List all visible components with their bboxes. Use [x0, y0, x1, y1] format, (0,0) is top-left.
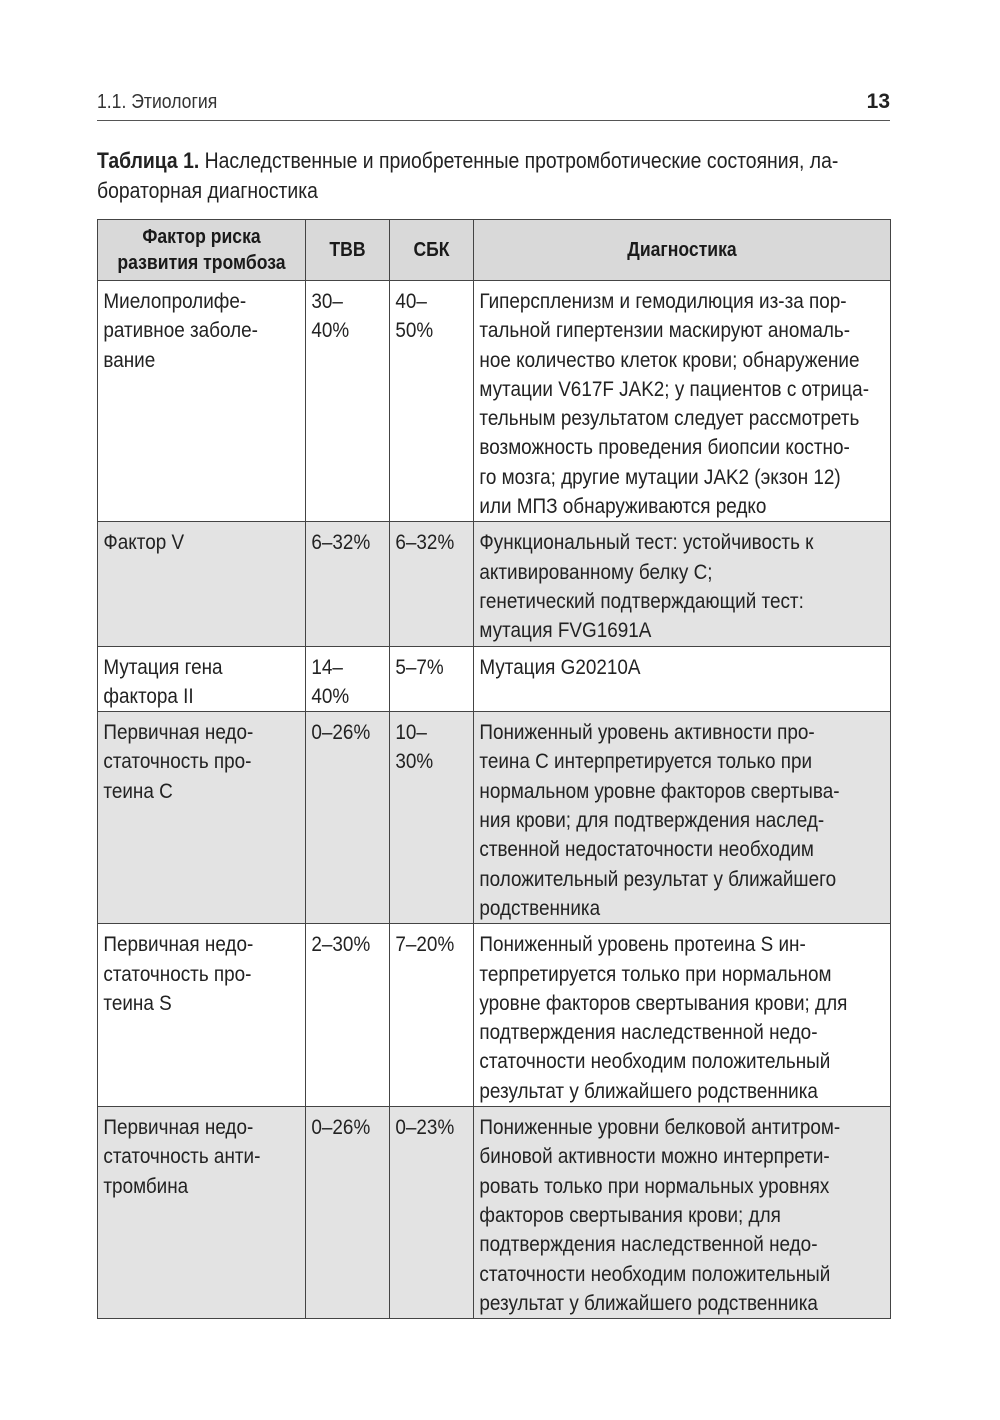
cell-sbk-text: [390, 712, 478, 777]
text-line: тальной гипертензии маскируют аномаль-: [479, 319, 851, 343]
cell-sbk: [390, 646, 474, 712]
header-diagnostics: [474, 220, 891, 281]
caption-lead: Таблица 1.: [97, 148, 200, 173]
cell-tvv: [306, 522, 390, 646]
cell-tvv: [306, 924, 390, 1107]
cell-factor: [98, 281, 306, 522]
text-line: терпретируется только при нормальном: [479, 962, 832, 986]
text-line: результат у ближайшего родственника: [479, 1079, 818, 1103]
cell-tvv: [306, 712, 390, 924]
text-line: генетический подтверждающий тест:: [479, 589, 804, 613]
text-line: го мозга; другие мутации JAK2 (экзон 12): [479, 465, 841, 489]
cell-diagnostics: [474, 646, 891, 712]
cell-diagnostics-text: [474, 281, 891, 521]
page-number: 13: [866, 90, 890, 113]
text-line: факторов свертывания крови; для: [479, 1203, 781, 1227]
text-line: фактора II: [103, 684, 194, 708]
page-header: [97, 88, 890, 121]
text-line: Гиперспленизм и гемодилюция из-за пор-: [479, 290, 847, 313]
text-line: Мутация G20210A: [479, 655, 641, 679]
text-line: 5–7%: [395, 655, 444, 679]
cell-sbk: [390, 522, 474, 646]
cell-sbk: [390, 1107, 474, 1319]
table-header-row: [98, 220, 891, 281]
text-line: активированному белку С;: [479, 560, 713, 584]
cell-diagnostics: [474, 522, 891, 646]
cell-diagnostics: [474, 281, 891, 522]
text-line: 14–: [311, 655, 343, 679]
text-line: нормальном уровне факторов свертыва-: [479, 779, 840, 803]
text-line: Пониженные уровни белковой антитром-: [479, 1116, 841, 1140]
cell-factor-text: [98, 281, 308, 375]
running-head: 1.1. Этиология: [97, 91, 218, 113]
text-line: ровать только при нормальных уровнях: [479, 1174, 830, 1198]
header-sbk-label: СБК: [413, 239, 450, 261]
text-line: результат у ближайшего родственника: [479, 1291, 818, 1315]
text-line: Пониженный уровень активности про-: [479, 721, 815, 745]
cell-sbk-text: [390, 522, 478, 557]
cell-tvv: [306, 646, 390, 712]
cell-diagnostics-text: [474, 924, 891, 1106]
text-line: Миелопролифе-: [103, 290, 247, 313]
table-row: [98, 924, 891, 1107]
cell-tvv: [306, 281, 390, 522]
table-row: [98, 646, 891, 712]
table-body: [98, 281, 891, 1319]
text-line: теина С: [103, 779, 173, 803]
cell-tvv-text: [306, 647, 394, 712]
text-line: положительный результат у ближайшего: [479, 867, 837, 891]
text-line: теина С интерпретируется только при: [479, 750, 813, 774]
cell-tvv-text: [306, 712, 394, 747]
text-line: подтверждения наследственной недо-: [479, 1021, 818, 1045]
text-line: Мутация гена: [103, 655, 223, 679]
text-line: мутации V617F JAK2; у пациентов с отрица-: [479, 377, 870, 401]
text-line: статочность про-: [103, 962, 252, 986]
text-line: родственника: [479, 896, 601, 920]
header-diagnostics-label: Диагностика: [627, 239, 737, 261]
cell-factor-text: [98, 1107, 308, 1201]
diagnostics-table: [97, 219, 891, 1319]
text-line: вание: [103, 348, 156, 372]
cell-sbk-text: [390, 1107, 478, 1142]
table-caption: [97, 146, 889, 206]
text-line: ративное заболе-: [103, 319, 258, 343]
text-line: возможность проведения биопсии костно-: [479, 436, 850, 460]
text-line: теина S: [103, 991, 172, 1015]
cell-tvv-text: [306, 522, 394, 557]
cell-tvv-text: [306, 924, 394, 959]
cell-diagnostics-text: [474, 522, 891, 645]
cell-factor: [98, 522, 306, 646]
cell-diagnostics: [474, 1107, 891, 1319]
cell-factor-text: [98, 712, 308, 806]
text-line: Первичная недо-: [103, 933, 254, 957]
text-line: 0–23%: [395, 1116, 455, 1140]
cell-sbk: [390, 281, 474, 522]
text-line: 6–32%: [311, 531, 371, 555]
cell-factor-text: [98, 647, 308, 712]
text-line: Фактор V: [103, 531, 185, 555]
text-line: тромбина: [103, 1174, 189, 1198]
header-factor-line-2: развития тромбоза: [117, 252, 286, 274]
cell-factor: [98, 1107, 306, 1319]
cell-diagnostics-text: [474, 647, 891, 682]
text-line: 30%: [395, 750, 434, 774]
table-row: [98, 522, 891, 646]
cell-diagnostics: [474, 712, 891, 924]
cell-sbk-text: [390, 281, 478, 346]
cell-tvv-text: [306, 1107, 394, 1142]
cell-diagnostics-text: [474, 712, 891, 923]
cell-tvv: [306, 1107, 390, 1319]
cell-factor: [98, 924, 306, 1107]
caption-text-2: бораторная диагностика: [97, 178, 318, 203]
cell-factor: [98, 646, 306, 712]
text-line: 50%: [395, 319, 434, 343]
header-tvv-label: ТВВ: [329, 239, 366, 261]
table-row: [98, 712, 891, 924]
cell-factor-text: [98, 924, 308, 1018]
text-line: 2–30%: [311, 933, 371, 957]
text-line: ное количество клеток крови; обнаружение: [479, 348, 860, 372]
text-line: 30–: [311, 290, 343, 313]
text-line: ственной недостаточности необходим: [479, 838, 814, 862]
header-factor-line-1: Фактор риска: [142, 226, 261, 248]
text-line: статочности необходим положительный: [479, 1050, 831, 1074]
text-line: подтверждения наследственной недо-: [479, 1233, 818, 1257]
text-line: мутация FVG1691A: [479, 619, 652, 643]
text-line: 6–32%: [395, 531, 455, 555]
cell-sbk: [390, 924, 474, 1107]
text-line: уровне факторов свертывания крови; для: [479, 991, 848, 1015]
text-line: статочности необходим положительный: [479, 1262, 831, 1286]
cell-diagnostics: [474, 924, 891, 1107]
text-line: тельным результатом следует рассмотреть: [479, 407, 860, 431]
cell-tvv-text: [306, 281, 394, 346]
header-factor: [98, 220, 306, 281]
cell-sbk-text: [390, 924, 478, 959]
text-line: 40%: [311, 684, 350, 708]
table-row: [98, 1107, 891, 1319]
text-line: Первичная недо-: [103, 1116, 254, 1140]
text-line: статочность про-: [103, 750, 252, 774]
cell-diagnostics-text: [474, 1107, 891, 1318]
text-line: статочность анти-: [103, 1145, 261, 1169]
text-line: 0–26%: [311, 721, 371, 745]
cell-factor: [98, 712, 306, 924]
header-sbk: [390, 220, 474, 281]
text-line: 40–: [395, 290, 427, 313]
header-tvv: [306, 220, 390, 281]
text-line: 0–26%: [311, 1116, 371, 1140]
cell-sbk-text: [390, 647, 478, 682]
cell-factor-text: [98, 522, 308, 557]
caption-text-1: Наследственные и приобретенные протромботические состояния, ла-: [199, 148, 839, 173]
text-line: 7–20%: [395, 933, 455, 957]
table-row: [98, 281, 891, 522]
text-line: Первичная недо-: [103, 721, 254, 745]
text-line: биновой активности можно интерпрети-: [479, 1145, 830, 1169]
text-line: ния крови; для подтверждения наслед-: [479, 809, 825, 833]
text-line: Пониженный уровень протеина S ин-: [479, 933, 806, 957]
text-line: или МПЗ обнаруживаются редко: [479, 495, 767, 519]
text-line: Функциональный тест: устойчивость к: [479, 531, 814, 555]
text-line: 10–: [395, 721, 427, 745]
cell-sbk: [390, 712, 474, 924]
text-line: 40%: [311, 319, 350, 343]
caption-line-1: [97, 146, 889, 176]
